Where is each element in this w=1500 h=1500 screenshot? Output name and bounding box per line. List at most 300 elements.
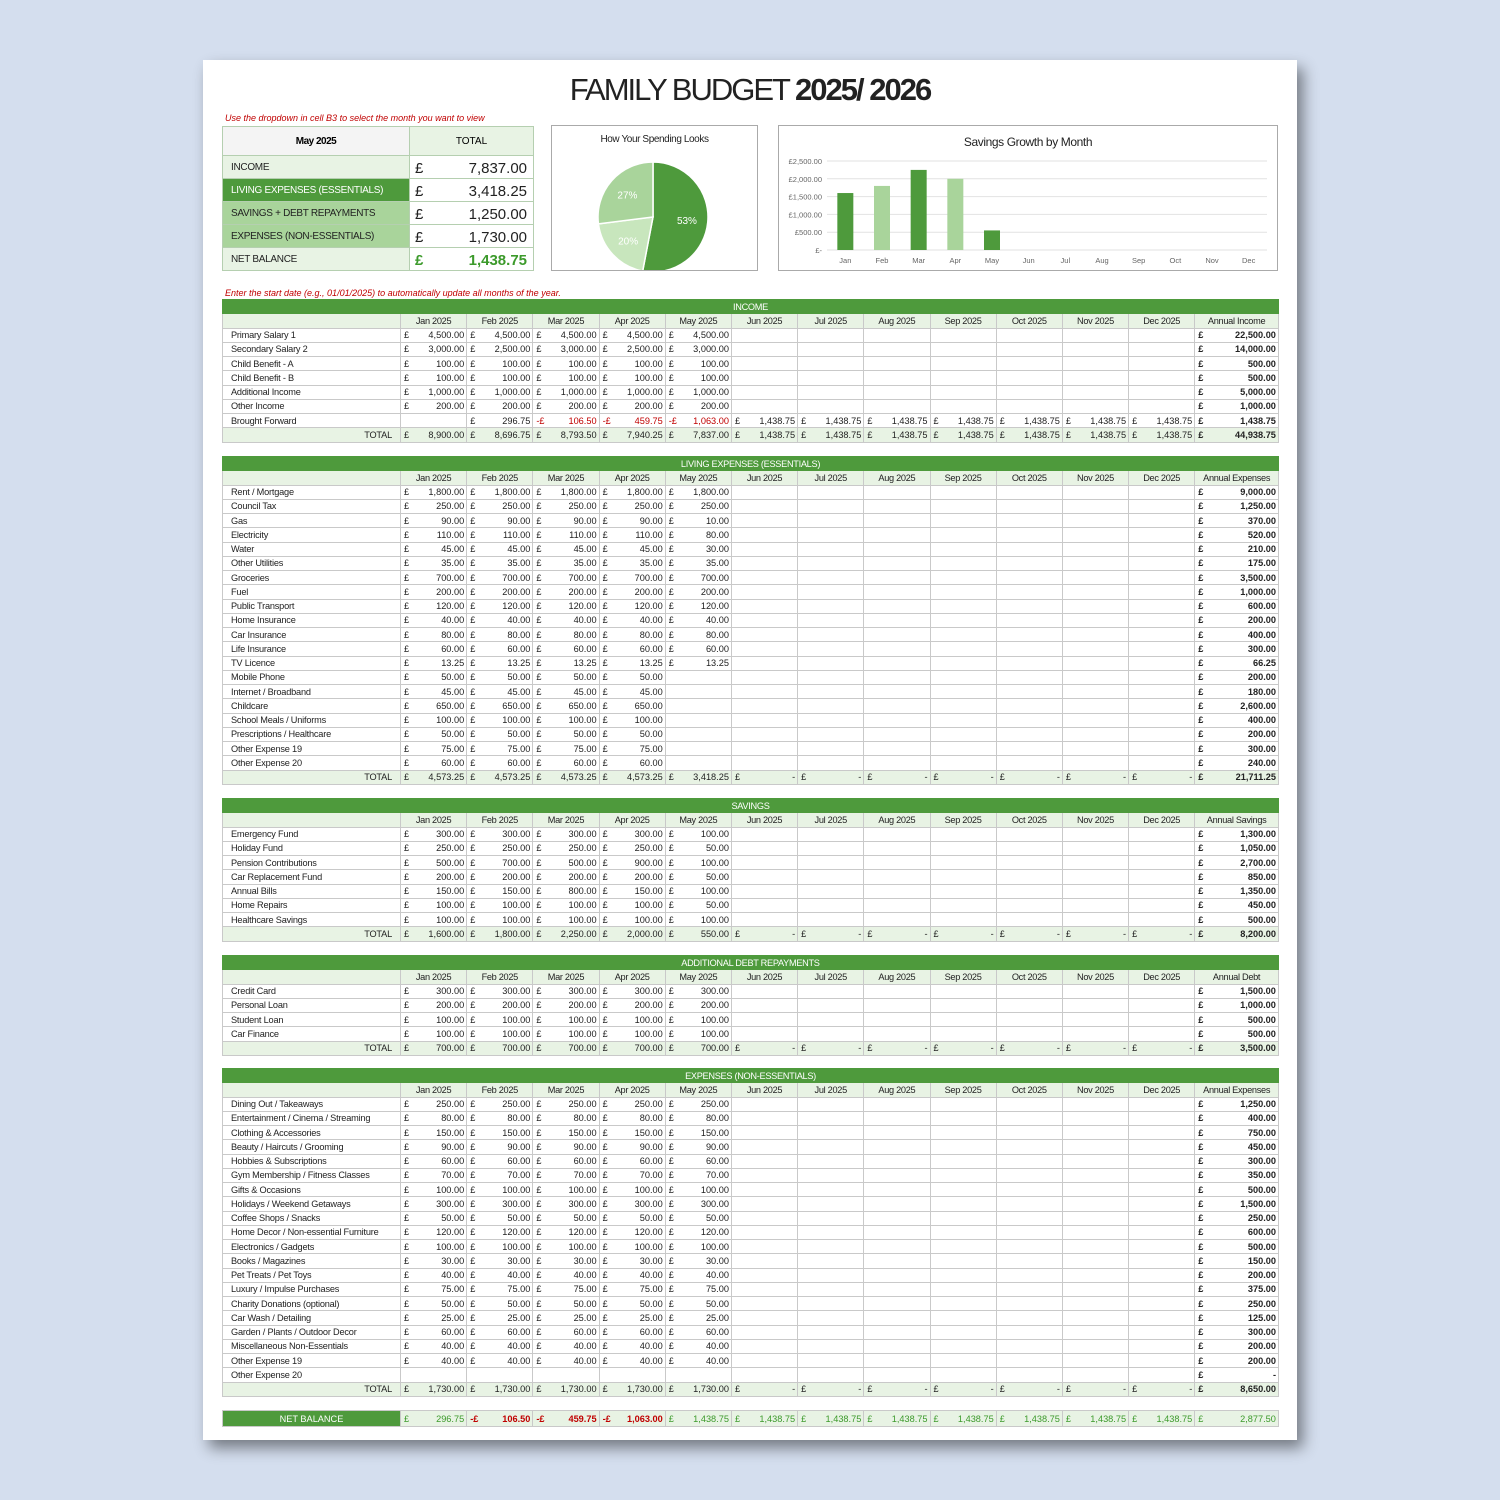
row-label[interactable]: TV Licence — [223, 656, 401, 670]
amount-cell[interactable] — [1129, 599, 1195, 613]
amount-cell[interactable] — [1195, 371, 1279, 385]
amount-cell[interactable] — [533, 1297, 599, 1311]
amount-cell[interactable] — [1195, 998, 1279, 1012]
amount-cell[interactable] — [1129, 1168, 1195, 1182]
amount-cell[interactable] — [996, 499, 1062, 513]
amount-cell[interactable] — [467, 1254, 533, 1268]
amount-cell[interactable] — [665, 1240, 731, 1254]
amount-cell[interactable] — [665, 642, 731, 656]
amount-cell[interactable] — [864, 1027, 930, 1041]
amount-cell[interactable] — [599, 1311, 665, 1325]
amount-cell[interactable] — [665, 1339, 731, 1353]
amount-cell[interactable] — [599, 1183, 665, 1197]
amount-cell[interactable] — [1129, 585, 1195, 599]
amount-cell[interactable] — [599, 1282, 665, 1296]
amount-cell[interactable] — [1129, 1041, 1195, 1055]
amount-cell[interactable] — [533, 328, 599, 342]
amount-cell[interactable] — [996, 1311, 1062, 1325]
amount-cell[interactable] — [599, 870, 665, 884]
row-label[interactable]: Secondary Salary 2 — [223, 342, 401, 356]
amount-cell[interactable] — [864, 1311, 930, 1325]
amount-cell[interactable] — [533, 499, 599, 513]
amount-cell[interactable] — [996, 770, 1062, 784]
amount-cell[interactable] — [1062, 742, 1128, 756]
amount-cell[interactable] — [731, 1368, 797, 1382]
amount-cell[interactable] — [1129, 685, 1195, 699]
amount-cell[interactable] — [665, 1311, 731, 1325]
amount-cell[interactable] — [864, 1097, 930, 1111]
amount-cell[interactable] — [930, 328, 996, 342]
amount-cell[interactable] — [798, 1368, 864, 1382]
row-label[interactable]: Garden / Plants / Outdoor Decor — [223, 1325, 401, 1339]
amount-cell[interactable] — [864, 1325, 930, 1339]
row-label[interactable]: Other Income — [223, 399, 401, 413]
amount-cell[interactable] — [930, 1097, 996, 1111]
amount-cell[interactable] — [1129, 1197, 1195, 1211]
amount-cell[interactable] — [599, 1197, 665, 1211]
amount-cell[interactable] — [467, 756, 533, 770]
amount-cell[interactable] — [1062, 1211, 1128, 1225]
amount-cell[interactable] — [731, 1027, 797, 1041]
amount-cell[interactable] — [1195, 1111, 1279, 1125]
amount-cell[interactable] — [798, 742, 864, 756]
amount-cell[interactable] — [996, 571, 1062, 585]
amount-cell[interactable] — [467, 328, 533, 342]
amount-cell[interactable] — [665, 1027, 731, 1041]
amount-cell[interactable] — [533, 984, 599, 998]
amount-cell[interactable] — [467, 414, 533, 428]
amount-cell[interactable] — [864, 856, 930, 870]
amount-cell[interactable] — [665, 528, 731, 542]
amount-cell[interactable] — [731, 884, 797, 898]
amount-cell[interactable] — [930, 514, 996, 528]
amount-cell[interactable] — [731, 1154, 797, 1168]
amount-cell[interactable] — [401, 927, 467, 941]
amount-cell[interactable] — [533, 1211, 599, 1225]
amount-cell[interactable] — [731, 1311, 797, 1325]
amount-cell[interactable] — [401, 1154, 467, 1168]
amount-cell[interactable] — [599, 385, 665, 399]
row-label[interactable]: Beauty / Haircuts / Grooming — [223, 1140, 401, 1154]
amount-cell[interactable] — [864, 613, 930, 627]
amount-cell[interactable] — [533, 1254, 599, 1268]
amount-cell[interactable] — [1129, 884, 1195, 898]
amount-cell[interactable] — [599, 428, 665, 442]
amount-cell[interactable] — [731, 428, 797, 442]
amount-cell[interactable] — [798, 699, 864, 713]
amount-cell[interactable] — [1195, 357, 1279, 371]
amount-cell[interactable] — [996, 328, 1062, 342]
amount-cell[interactable] — [1195, 1140, 1279, 1154]
amount-cell[interactable] — [864, 585, 930, 599]
amount-cell[interactable] — [401, 1268, 467, 1282]
amount-cell[interactable] — [1129, 856, 1195, 870]
amount-cell[interactable] — [996, 1013, 1062, 1027]
amount-cell[interactable] — [1195, 1027, 1279, 1041]
amount-cell[interactable] — [665, 342, 731, 356]
amount-cell[interactable] — [467, 998, 533, 1012]
amount-cell[interactable] — [401, 699, 467, 713]
amount-cell[interactable] — [665, 357, 731, 371]
row-label[interactable]: Gas — [223, 514, 401, 528]
amount-cell[interactable] — [864, 699, 930, 713]
amount-cell[interactable] — [1195, 528, 1279, 542]
amount-cell[interactable] — [599, 499, 665, 513]
amount-cell[interactable] — [798, 1183, 864, 1197]
amount-cell[interactable] — [864, 727, 930, 741]
amount-cell[interactable] — [798, 342, 864, 356]
amount-cell[interactable] — [731, 499, 797, 513]
amount-cell[interactable] — [798, 656, 864, 670]
amount-cell[interactable] — [599, 528, 665, 542]
amount-cell[interactable] — [599, 856, 665, 870]
amount-cell[interactable] — [533, 428, 599, 442]
amount-cell[interactable] — [533, 1013, 599, 1027]
amount-cell[interactable] — [996, 1382, 1062, 1396]
amount-cell[interactable] — [1062, 371, 1128, 385]
amount-cell[interactable] — [1129, 613, 1195, 627]
amount-cell[interactable] — [533, 628, 599, 642]
amount-cell[interactable] — [401, 428, 467, 442]
amount-cell[interactable] — [1062, 670, 1128, 684]
amount-cell[interactable] — [798, 385, 864, 399]
amount-cell[interactable] — [1062, 727, 1128, 741]
amount-cell[interactable] — [864, 571, 930, 585]
amount-cell[interactable] — [467, 870, 533, 884]
amount-cell[interactable] — [599, 1368, 665, 1382]
amount-cell[interactable] — [1195, 1282, 1279, 1296]
amount-cell[interactable] — [930, 699, 996, 713]
amount-cell[interactable] — [996, 742, 1062, 756]
amount-cell[interactable] — [798, 628, 864, 642]
amount-cell[interactable] — [996, 342, 1062, 356]
amount-cell[interactable] — [731, 399, 797, 413]
amount-cell[interactable] — [533, 742, 599, 756]
row-label[interactable]: Other Expense 20 — [223, 756, 401, 770]
amount-cell[interactable] — [533, 898, 599, 912]
amount-cell[interactable] — [1129, 898, 1195, 912]
amount-cell[interactable] — [467, 656, 533, 670]
amount-cell[interactable] — [665, 1097, 731, 1111]
amount-cell[interactable] — [1062, 328, 1128, 342]
amount-cell[interactable] — [864, 742, 930, 756]
amount-cell[interactable] — [533, 1339, 599, 1353]
amount-cell[interactable] — [1195, 1254, 1279, 1268]
amount-cell[interactable] — [467, 856, 533, 870]
amount-cell[interactable] — [533, 1154, 599, 1168]
amount-cell[interactable] — [996, 556, 1062, 570]
amount-cell[interactable] — [930, 1325, 996, 1339]
amount-cell[interactable] — [798, 1354, 864, 1368]
row-label[interactable]: Electricity — [223, 528, 401, 542]
amount-cell[interactable] — [467, 1027, 533, 1041]
amount-cell[interactable] — [665, 898, 731, 912]
amount-cell[interactable] — [533, 642, 599, 656]
row-label[interactable]: Car Insurance — [223, 628, 401, 642]
amount-cell[interactable] — [864, 428, 930, 442]
amount-cell[interactable] — [599, 670, 665, 684]
amount-cell[interactable] — [1195, 1240, 1279, 1254]
amount-cell[interactable] — [599, 984, 665, 998]
amount-cell[interactable] — [533, 1126, 599, 1140]
amount-cell[interactable] — [1129, 870, 1195, 884]
amount-cell[interactable] — [996, 727, 1062, 741]
amount-cell[interactable] — [665, 1268, 731, 1282]
amount-cell[interactable] — [401, 1111, 467, 1125]
amount-cell[interactable] — [798, 827, 864, 841]
amount-cell[interactable] — [1062, 1140, 1128, 1154]
amount-cell[interactable] — [798, 599, 864, 613]
amount-cell[interactable] — [996, 357, 1062, 371]
row-label[interactable]: Public Transport — [223, 599, 401, 613]
amount-cell[interactable] — [599, 685, 665, 699]
amount-cell[interactable] — [996, 542, 1062, 556]
amount-cell[interactable] — [1062, 656, 1128, 670]
amount-cell[interactable] — [1129, 1311, 1195, 1325]
amount-cell[interactable] — [996, 927, 1062, 941]
amount-cell[interactable] — [1195, 485, 1279, 499]
amount-cell[interactable] — [798, 756, 864, 770]
amount-cell[interactable] — [798, 1268, 864, 1282]
amount-cell[interactable] — [731, 542, 797, 556]
amount-cell[interactable] — [996, 514, 1062, 528]
amount-cell[interactable] — [731, 1382, 797, 1396]
amount-cell[interactable] — [1195, 1211, 1279, 1225]
amount-cell[interactable] — [665, 727, 731, 741]
amount-cell[interactable] — [599, 913, 665, 927]
amount-cell[interactable] — [864, 656, 930, 670]
amount-cell[interactable] — [533, 1282, 599, 1296]
amount-cell[interactable] — [401, 998, 467, 1012]
amount-cell[interactable] — [864, 1126, 930, 1140]
amount-cell[interactable] — [996, 1368, 1062, 1382]
row-label[interactable]: Internet / Broadband — [223, 685, 401, 699]
amount-cell[interactable] — [930, 670, 996, 684]
row-label[interactable]: Home Decor / Non-essential Furniture — [223, 1225, 401, 1239]
amount-cell[interactable] — [533, 1183, 599, 1197]
row-label[interactable]: Child Benefit - B — [223, 371, 401, 385]
amount-cell[interactable] — [1062, 1197, 1128, 1211]
amount-cell[interactable] — [533, 827, 599, 841]
amount-cell[interactable] — [599, 1126, 665, 1140]
amount-cell[interactable] — [467, 742, 533, 756]
amount-cell[interactable] — [1062, 927, 1128, 941]
amount-cell[interactable] — [599, 485, 665, 499]
amount-cell[interactable] — [665, 499, 731, 513]
amount-cell[interactable] — [798, 1097, 864, 1111]
amount-cell[interactable] — [467, 1211, 533, 1225]
amount-cell[interactable] — [1062, 1154, 1128, 1168]
amount-cell[interactable] — [1129, 628, 1195, 642]
amount-cell[interactable] — [930, 1168, 996, 1182]
amount-cell[interactable] — [665, 884, 731, 898]
amount-cell[interactable] — [798, 528, 864, 542]
amount-cell[interactable] — [1129, 428, 1195, 442]
amount-cell[interactable] — [798, 898, 864, 912]
amount-cell[interactable] — [930, 1240, 996, 1254]
row-label[interactable]: Water — [223, 542, 401, 556]
amount-cell[interactable] — [401, 1168, 467, 1182]
amount-cell[interactable] — [996, 642, 1062, 656]
amount-cell[interactable] — [467, 727, 533, 741]
amount-cell[interactable] — [401, 414, 467, 428]
amount-cell[interactable] — [665, 556, 731, 570]
amount-cell[interactable] — [401, 1225, 467, 1239]
amount-cell[interactable] — [467, 827, 533, 841]
amount-cell[interactable] — [401, 685, 467, 699]
amount-cell[interactable] — [1062, 613, 1128, 627]
amount-cell[interactable] — [467, 1268, 533, 1282]
amount-cell[interactable] — [798, 984, 864, 998]
amount-cell[interactable] — [731, 1297, 797, 1311]
amount-cell[interactable] — [731, 514, 797, 528]
amount-cell[interactable] — [1062, 884, 1128, 898]
amount-cell[interactable] — [864, 1168, 930, 1182]
amount-cell[interactable] — [1129, 385, 1195, 399]
amount-cell[interactable] — [665, 613, 731, 627]
amount-cell[interactable] — [665, 371, 731, 385]
amount-cell[interactable] — [996, 1097, 1062, 1111]
amount-cell[interactable] — [930, 984, 996, 998]
row-label[interactable]: Entertainment / Cinema / Streaming — [223, 1111, 401, 1125]
amount-cell[interactable] — [599, 328, 665, 342]
amount-cell[interactable] — [1062, 1282, 1128, 1296]
amount-cell[interactable] — [798, 1013, 864, 1027]
row-label[interactable]: Home Repairs — [223, 898, 401, 912]
amount-cell[interactable] — [665, 1282, 731, 1296]
amount-cell[interactable] — [467, 1339, 533, 1353]
amount-cell[interactable] — [533, 927, 599, 941]
amount-cell[interactable] — [1195, 913, 1279, 927]
amount-cell[interactable] — [731, 642, 797, 656]
amount-cell[interactable] — [665, 1368, 731, 1382]
amount-cell[interactable] — [864, 1382, 930, 1396]
amount-cell[interactable] — [1129, 1126, 1195, 1140]
amount-cell[interactable] — [930, 1013, 996, 1027]
amount-cell[interactable] — [1129, 770, 1195, 784]
amount-cell[interactable] — [930, 827, 996, 841]
amount-cell[interactable] — [996, 1240, 1062, 1254]
amount-cell[interactable] — [401, 1311, 467, 1325]
amount-cell[interactable] — [996, 399, 1062, 413]
amount-cell[interactable] — [467, 428, 533, 442]
amount-cell[interactable] — [1195, 656, 1279, 670]
amount-cell[interactable] — [996, 898, 1062, 912]
amount-cell[interactable] — [798, 1126, 864, 1140]
amount-cell[interactable] — [1062, 342, 1128, 356]
amount-cell[interactable] — [467, 628, 533, 642]
amount-cell[interactable] — [467, 1197, 533, 1211]
amount-cell[interactable] — [864, 357, 930, 371]
amount-cell[interactable] — [1062, 984, 1128, 998]
amount-cell[interactable] — [798, 856, 864, 870]
row-label[interactable]: Holidays / Weekend Getaways — [223, 1197, 401, 1211]
amount-cell[interactable] — [401, 1354, 467, 1368]
amount-cell[interactable] — [930, 927, 996, 941]
amount-cell[interactable] — [731, 913, 797, 927]
amount-cell[interactable] — [798, 713, 864, 727]
amount-cell[interactable] — [731, 1111, 797, 1125]
amount-cell[interactable] — [533, 1382, 599, 1396]
amount-cell[interactable] — [467, 371, 533, 385]
amount-cell[interactable] — [467, 556, 533, 570]
amount-cell[interactable] — [467, 1382, 533, 1396]
amount-cell[interactable] — [1195, 1325, 1279, 1339]
amount-cell[interactable] — [864, 713, 930, 727]
amount-cell[interactable] — [798, 1154, 864, 1168]
amount-cell[interactable] — [864, 399, 930, 413]
amount-cell[interactable] — [467, 1325, 533, 1339]
amount-cell[interactable] — [599, 1211, 665, 1225]
amount-cell[interactable] — [467, 685, 533, 699]
amount-cell[interactable] — [1129, 1368, 1195, 1382]
amount-cell[interactable] — [864, 1225, 930, 1239]
amount-cell[interactable] — [1129, 371, 1195, 385]
amount-cell[interactable] — [1195, 613, 1279, 627]
amount-cell[interactable] — [930, 485, 996, 499]
amount-cell[interactable] — [1062, 1354, 1128, 1368]
amount-cell[interactable] — [599, 1297, 665, 1311]
amount-cell[interactable] — [798, 414, 864, 428]
amount-cell[interactable] — [731, 1126, 797, 1140]
amount-cell[interactable] — [996, 428, 1062, 442]
amount-cell[interactable] — [864, 514, 930, 528]
amount-cell[interactable] — [798, 870, 864, 884]
amount-cell[interactable] — [731, 1211, 797, 1225]
amount-cell[interactable] — [731, 1225, 797, 1239]
amount-cell[interactable] — [665, 1225, 731, 1239]
amount-cell[interactable] — [599, 585, 665, 599]
amount-cell[interactable] — [1129, 1297, 1195, 1311]
amount-cell[interactable] — [864, 1268, 930, 1282]
amount-cell[interactable] — [1129, 1268, 1195, 1282]
amount-cell[interactable] — [599, 1111, 665, 1125]
amount-cell[interactable] — [996, 1168, 1062, 1182]
amount-cell[interactable] — [401, 1097, 467, 1111]
amount-cell[interactable] — [533, 613, 599, 627]
amount-cell[interactable] — [1195, 1041, 1279, 1055]
amount-cell[interactable] — [467, 357, 533, 371]
amount-cell[interactable] — [864, 827, 930, 841]
amount-cell[interactable] — [1129, 984, 1195, 998]
amount-cell[interactable] — [1129, 1240, 1195, 1254]
amount-cell[interactable] — [1195, 1225, 1279, 1239]
amount-cell[interactable] — [467, 1154, 533, 1168]
amount-cell[interactable] — [1195, 399, 1279, 413]
row-label[interactable]: Charity Donations (optional) — [223, 1297, 401, 1311]
amount-cell[interactable] — [1129, 1097, 1195, 1111]
amount-cell[interactable] — [401, 1382, 467, 1396]
amount-cell[interactable] — [665, 713, 731, 727]
amount-cell[interactable] — [798, 884, 864, 898]
amount-cell[interactable] — [1129, 927, 1195, 941]
amount-cell[interactable] — [401, 585, 467, 599]
amount-cell[interactable] — [864, 1013, 930, 1027]
amount-cell[interactable] — [1129, 1339, 1195, 1353]
amount-cell[interactable] — [401, 1197, 467, 1211]
amount-cell[interactable] — [996, 1154, 1062, 1168]
row-label[interactable]: Home Insurance — [223, 613, 401, 627]
amount-cell[interactable] — [401, 642, 467, 656]
amount-cell[interactable] — [1062, 685, 1128, 699]
amount-cell[interactable] — [401, 342, 467, 356]
row-label[interactable]: Additional Income — [223, 385, 401, 399]
amount-cell[interactable] — [930, 585, 996, 599]
amount-cell[interactable] — [467, 927, 533, 941]
amount-cell[interactable] — [996, 841, 1062, 855]
amount-cell[interactable] — [864, 841, 930, 855]
amount-cell[interactable] — [665, 699, 731, 713]
